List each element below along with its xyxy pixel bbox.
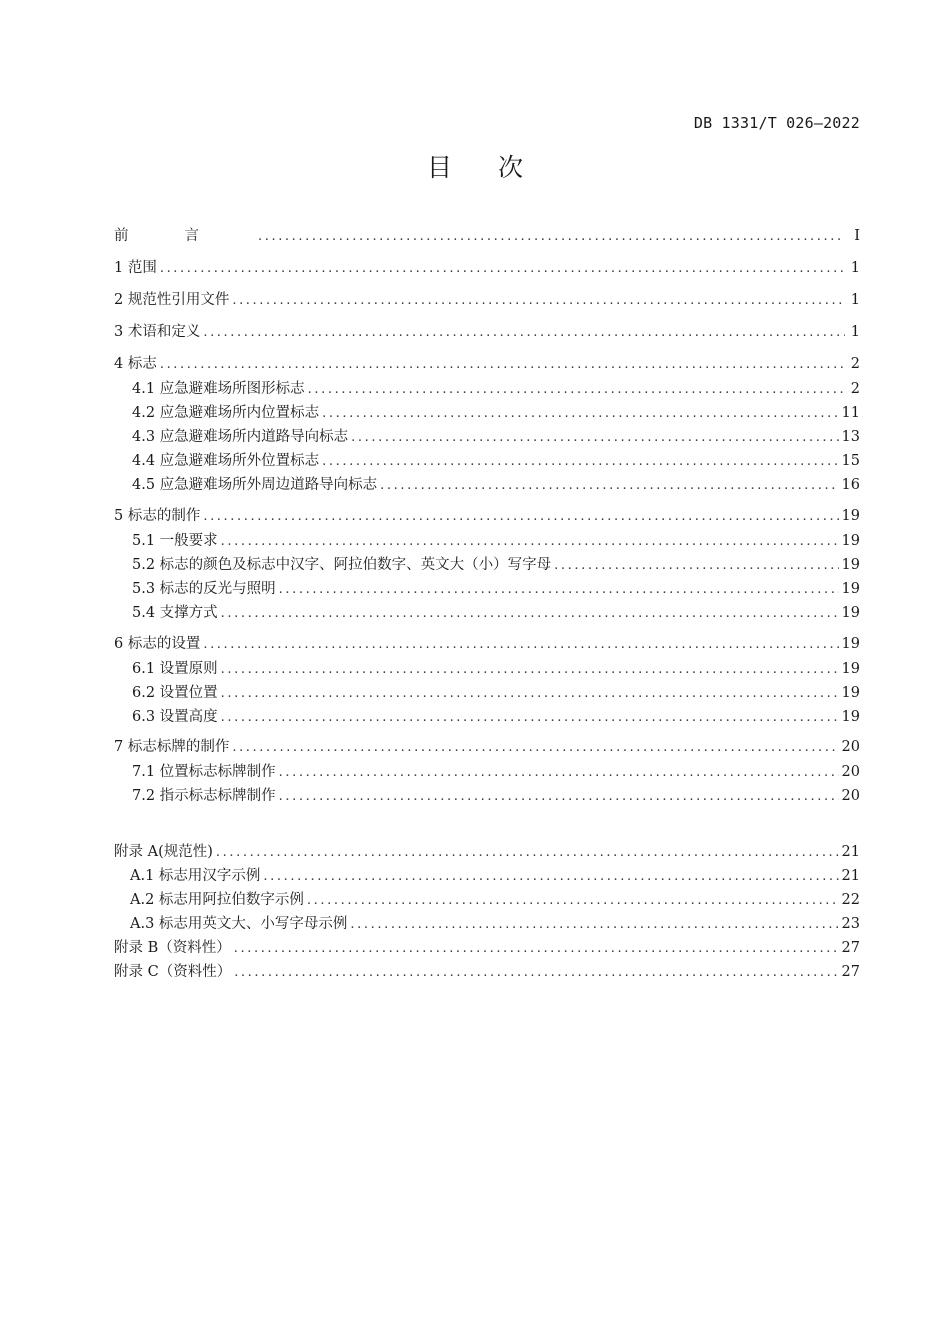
toc-page-number: 20 <box>841 788 860 804</box>
toc-leader-dots <box>258 229 845 244</box>
toc-leader-dots <box>234 965 838 980</box>
toc-page-number: 21 <box>841 844 860 860</box>
toc-leader-dots <box>279 789 839 804</box>
toc-leader-dots <box>380 478 838 493</box>
toc-page-number: 19 <box>841 709 860 725</box>
toc-entry-label: 1 范围 <box>114 260 157 276</box>
toc-entry-appendix-c[interactable] <box>114 960 860 982</box>
toc-page-number: 1 <box>850 324 860 340</box>
toc-page-number: I <box>854 228 860 244</box>
toc-entry-4[interactable] <box>114 352 860 374</box>
toc-leader-dots <box>263 869 838 884</box>
toc-entry-5-3[interactable] <box>132 577 860 599</box>
toc-page-number: 19 <box>841 605 860 621</box>
toc-leader-dots <box>232 740 838 755</box>
toc-page-number: 19 <box>841 508 860 524</box>
toc-entry-3[interactable] <box>114 320 860 342</box>
toc-page-number: 2 <box>850 381 860 397</box>
toc-leader-dots <box>221 686 839 701</box>
toc-leader-dots <box>322 406 838 421</box>
toc-entry-label: 5.4 支撑方式 <box>132 605 218 621</box>
toc-page-number: 19 <box>841 661 860 677</box>
toc-leader-dots <box>322 454 838 469</box>
toc-page-number: 1 <box>850 260 860 276</box>
toc-entry-4-1[interactable] <box>132 377 860 399</box>
page-title: 目次 <box>426 153 569 182</box>
toc-entry-label: 3 术语和定义 <box>114 324 201 340</box>
toc-leader-dots <box>203 509 838 524</box>
toc-entry-appendix-a[interactable] <box>114 840 860 862</box>
toc-entry-label: 4 标志 <box>114 356 157 372</box>
toc-entry-2[interactable] <box>114 288 860 310</box>
toc-page-number: 19 <box>841 581 860 597</box>
toc-entry-label: 5.1 一般要求 <box>132 533 218 549</box>
toc-entry-7[interactable] <box>114 735 860 757</box>
toc-entry-foreword[interactable] <box>114 224 860 246</box>
toc-page-number: 19 <box>841 636 860 652</box>
toc-page-number: 20 <box>841 764 860 780</box>
toc-entry-label: A.1 标志用汉字示例 <box>130 868 261 884</box>
toc-entry-label: 附录 B（资料性） <box>114 940 231 956</box>
toc-entry-label: 5.3 标志的反光与照明 <box>132 581 276 597</box>
toc-entry-label: 附录 C（资料性） <box>114 964 232 980</box>
toc-entry-appendix-b[interactable] <box>114 936 860 958</box>
toc-leader-dots <box>350 917 838 932</box>
toc-leader-dots <box>203 325 845 340</box>
toc-entry-label: 2 规范性引用文件 <box>114 292 230 308</box>
toc-entry-label: 5 标志的制作 <box>114 508 201 524</box>
toc-page-number: 27 <box>841 964 860 980</box>
toc-leader-dots <box>232 293 845 308</box>
toc-leader-dots <box>216 845 839 860</box>
toc-page-number: 20 <box>841 739 860 755</box>
toc-entry-4-4[interactable] <box>132 449 860 471</box>
toc-entry-label: 4.1 应急避难场所图形标志 <box>132 381 305 397</box>
toc-entry-label: 6.1 设置原则 <box>132 661 218 677</box>
toc-leader-dots <box>308 382 845 397</box>
toc-leader-dots <box>307 893 839 908</box>
toc-page-number: 22 <box>841 892 860 908</box>
toc-entry-label: 6.2 设置位置 <box>132 685 218 701</box>
toc-page-number: 19 <box>841 557 860 573</box>
toc-page-number: 13 <box>841 429 860 445</box>
toc-entry-5-2[interactable] <box>132 553 860 575</box>
toc-entry-1[interactable] <box>114 256 860 278</box>
toc-entry-5-4[interactable] <box>132 601 860 623</box>
toc-entry-6-1[interactable] <box>132 657 860 679</box>
toc-page-number: 27 <box>841 940 860 956</box>
toc-leader-dots <box>203 637 838 652</box>
toc-page-number: 19 <box>841 685 860 701</box>
document-number: DB 1331/T 026—2022 <box>693 114 860 132</box>
toc-entry-7-1[interactable] <box>132 760 860 782</box>
toc-entry-4-2[interactable] <box>132 401 860 423</box>
toc-entry-6[interactable] <box>114 632 860 654</box>
toc-entry-label: 4.2 应急避难场所内位置标志 <box>132 405 320 421</box>
toc-leader-dots <box>351 430 838 445</box>
toc-page-number: 15 <box>841 453 860 469</box>
toc-leader-dots <box>160 357 845 372</box>
toc-entry-label: 4.5 应急避难场所外周边道路导向标志 <box>132 477 378 493</box>
toc-entry-6-3[interactable] <box>132 705 860 727</box>
toc-leader-dots <box>221 606 839 621</box>
toc-entry-4-5[interactable] <box>132 473 860 495</box>
toc-entry-label: 4.4 应急避难场所外位置标志 <box>132 453 320 469</box>
toc-entry-label: 7 标志标牌的制作 <box>114 739 230 755</box>
toc-page-number: 23 <box>841 916 860 932</box>
toc-leader-dots <box>221 662 839 677</box>
toc-entry-5-1[interactable] <box>132 529 860 551</box>
toc-page-number: 21 <box>841 868 860 884</box>
toc-leader-dots <box>554 558 838 573</box>
toc-leader-dots <box>279 582 839 597</box>
toc-entry-label: A.3 标志用英文大、小写字母示例 <box>130 916 348 932</box>
toc-page-number: 2 <box>850 356 860 372</box>
toc-page-number: 1 <box>850 292 860 308</box>
toc-entry-6-2[interactable] <box>132 681 860 703</box>
toc-entry-label: 7.1 位置标志标牌制作 <box>132 764 276 780</box>
toc-entry-label: 附录 A(规范性) <box>114 844 213 860</box>
toc-page-number: 19 <box>841 533 860 549</box>
toc-leader-dots <box>221 710 839 725</box>
toc-page-number: 11 <box>841 405 860 421</box>
toc-entry-label: 前言 <box>114 228 255 244</box>
toc-leader-dots <box>234 941 839 956</box>
toc-entry-a-3[interactable] <box>130 912 860 934</box>
toc-leader-dots <box>279 765 839 780</box>
toc-page-number: 16 <box>841 477 860 493</box>
toc-entry-label: A.2 标志用阿拉伯数字示例 <box>130 892 304 908</box>
toc-entry-label: 7.2 指示标志标牌制作 <box>132 788 276 804</box>
toc-entry-label: 6 标志的设置 <box>114 636 201 652</box>
toc-entry-label: 6.3 设置高度 <box>132 709 218 725</box>
toc-entry-label: 5.2 标志的颜色及标志中汉字、阿拉伯数字、英文大（小）写字母 <box>132 557 552 573</box>
toc-entry-a-1[interactable] <box>130 864 860 886</box>
toc-entry-4-3[interactable] <box>132 425 860 447</box>
toc-leader-dots <box>221 534 839 549</box>
toc-leader-dots <box>160 261 845 276</box>
toc-entry-label: 4.3 应急避难场所内道路导向标志 <box>132 429 349 445</box>
toc-entry-7-2[interactable] <box>132 784 860 806</box>
toc-entry-a-2[interactable] <box>130 888 860 910</box>
toc-entry-5[interactable] <box>114 504 860 526</box>
